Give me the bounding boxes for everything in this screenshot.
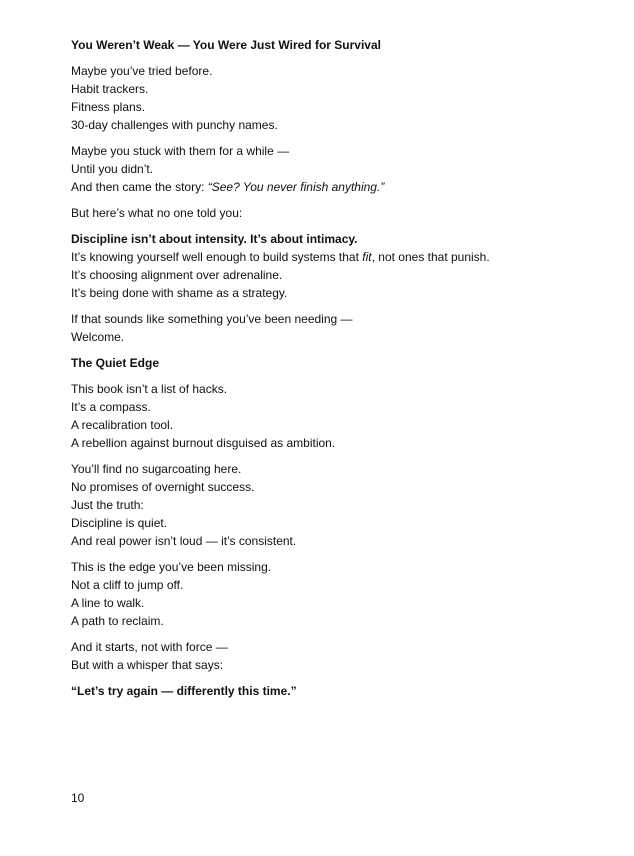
text-line: A rebellion against burnout disguised as ambition. [71, 436, 336, 450]
text-line: You’ll find no sugarcoating here. [71, 462, 242, 476]
text-line: Not a cliff to jump off. [71, 578, 184, 592]
text-fragment: , not ones that punish. [371, 250, 490, 264]
text-line: Fitness plans. [71, 100, 146, 114]
text-line: It’s a compass. [71, 400, 151, 414]
text-line: This book isn’t a list of hacks. [71, 382, 228, 396]
text-line: And it starts, not with force — [71, 640, 228, 654]
paragraph-stuck-with-them [71, 142, 611, 196]
section-heading-weak: You Weren’t Weak — You Were Just Wired for Survival [71, 38, 381, 52]
paragraph-whisper [71, 638, 611, 674]
text-fragment: And then came the story: [71, 180, 208, 194]
italic-word: fit [362, 250, 372, 264]
closing-quote: “Let’s try again — differently this time.” [71, 684, 297, 698]
text-line: Habit trackers. [71, 82, 149, 96]
text-line: Maybe you’ve tried before. [71, 64, 213, 78]
text-line: No promises of overnight success. [71, 480, 255, 494]
paragraph-discipline-intimacy [71, 230, 611, 302]
text-line: This is the edge you’ve been missing. [71, 560, 272, 574]
paragraph-no-one-told-you [71, 204, 611, 222]
text-line [71, 248, 611, 266]
paragraph-welcome [71, 310, 611, 346]
page-content [71, 36, 611, 700]
italic-quote: “See? You never finish anything.” [207, 180, 385, 194]
paragraph-tried-before [71, 62, 611, 134]
paragraph-book-is-compass [71, 380, 611, 452]
text-line: Discipline is quiet. [71, 516, 168, 530]
text-line: 30-day challenges with punchy names. [71, 118, 278, 132]
paragraph-the-edge [71, 558, 611, 630]
text-line: Maybe you stuck with them for a while — [71, 144, 290, 158]
text-line: A recalibration tool. [71, 418, 174, 432]
text-line: If that sounds like something you’ve been needing — [71, 312, 353, 326]
section-heading-quiet-edge: The Quiet Edge [71, 356, 160, 370]
bold-statement: Discipline isn’t about intensity. It’s about intimacy. [71, 232, 358, 246]
text-line: Welcome. [71, 330, 125, 344]
text-line: But here’s what no one told you: [71, 206, 243, 220]
text-line: It’s choosing alignment over adrenaline. [71, 268, 283, 282]
text-fragment: It’s knowing yourself well enough to build systems that [71, 250, 363, 264]
text-line: It’s being done with shame as a strategy. [71, 286, 288, 300]
text-line: Until you didn’t. [71, 162, 154, 176]
page-number: 10 [71, 791, 85, 805]
paragraph-no-sugarcoating [71, 460, 611, 550]
text-line: And real power isn’t loud — it’s consistent. [71, 534, 297, 548]
text-line: A line to walk. [71, 596, 145, 610]
text-line: But with a whisper that says: [71, 658, 224, 672]
text-line: A path to reclaim. [71, 614, 164, 628]
text-line [71, 178, 611, 196]
text-line: Just the truth: [71, 498, 144, 512]
